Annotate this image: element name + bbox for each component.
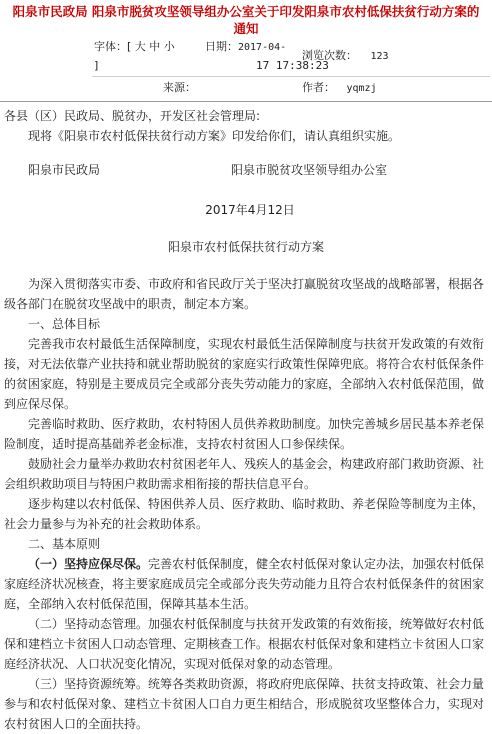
notice-date: 2017年4月12日 [205, 203, 295, 217]
font-medium-link[interactable]: 中 [149, 40, 161, 53]
article-title-line-1: 阳泉市民政局 阳泉市脱贫攻坚领导组办公室关于印发阳泉市农村低保扶贫行动方案的 [12, 4, 480, 19]
font-bracket-open: [ [127, 40, 132, 53]
view-count [302, 48, 389, 65]
signature-poverty-office: 阳泉市脱贫攻坚领导组办公室 [231, 163, 388, 177]
article-body [4, 104, 488, 734]
section-1-paragraph-2: 完善临时救助、医疗救助，农村特困人员供养救助制度。加快完善城乡居民基本养老保险制度，适时提高基础养老金标准，支持农村贫困人口参保续保。 [4, 417, 485, 451]
views-label: 浏览次数： [302, 49, 357, 62]
article-source [163, 80, 196, 96]
plan-intro: 为深入贯彻落实市委、市政府和省民政厅关于坚决打赢脱贫攻坚战的战略部署，根据各级各部门在脱贫攻坚战中的职责，制定本方案。 [4, 277, 485, 311]
article-meta-bar [0, 37, 492, 102]
date-value-part-1: 2017-04- [238, 42, 287, 53]
plan-title: 阳泉市农村低保扶贫行动方案 [167, 240, 324, 254]
principle-1-body: 完善农村低保制度，健全农村低保对象认定办法，加强农村低保家庭经济状况核查，将主要家庭成员完全或部分丧失劳动能力且符合农村低保条件的贫困家庭，全部纳入农村低保范围，保障其基本生活。 [4, 557, 485, 611]
article-author [302, 80, 377, 97]
section-2-title: 二、基本原则 [28, 537, 101, 551]
publish-date [205, 39, 286, 56]
font-bracket-close: ] [94, 59, 99, 72]
article-title [2, 3, 490, 37]
article-title-line-2: 通知 [233, 21, 259, 36]
views-value: 123 [370, 51, 389, 62]
signature-civil-affairs: 阳泉市民政局 [28, 163, 101, 177]
author-value: yqmzj [346, 83, 377, 94]
section-1-title: 一、总体目标 [28, 317, 101, 331]
source-label: 来源： [163, 81, 196, 94]
notice-signatures [4, 160, 488, 180]
principle-3: （三）坚持资源统筹。统筹各类救助资源，将政府兜底保障、扶贫支持政策、社会力量参与和农村低保对象、建档立卡贫困人口自力更生相结合，形成脱贫攻坚整体合力，实现对农村贫困人口的全面扶持。 [4, 677, 485, 731]
font-size-controls [94, 39, 175, 55]
section-1-paragraph-4: 逐步构建以农村低保、特困供养人员、医疗救助、临时救助、养老保险等制度为主体，社会力量参与为补充的社会救助体系。 [4, 497, 485, 531]
font-small-link[interactable]: 小 [163, 40, 175, 53]
principle-1 [4, 554, 488, 614]
meta-row-divider [92, 76, 490, 77]
notice-salutation: 各县（区）民政局、脱贫办，开发区社会管理局: [4, 109, 261, 123]
section-1-paragraph-1: 完善我市农村最低生活保障制度，实现农村最低生活保障制度与扶贫开发政策的有效衔接，对无法依靠产业扶持和就业帮助脱贫的家庭实行政策性保障兜底。将符合农村低保条件的贫困家庭，特别是主要成员完全或部分丧失劳动能力的家庭，全部纳入农村低保范围，做到应保尽保。 [4, 337, 485, 411]
date-label: 日期： [205, 40, 238, 53]
date-value-part-2: 17 17:38:23 [256, 59, 329, 72]
font-large-link[interactable]: 大 [134, 40, 146, 53]
font-size-label: 字体： [94, 40, 127, 53]
section-1-paragraph-3: 鼓励社会力量举办救助农村贫困老年人、残疾人的基金会，构建政府部门救助资源、社会组织救助项目与特困户救助需求相衔接的帮扶信息平台。 [4, 457, 485, 491]
principle-2: （二）坚持动态管理。加强农村低保制度与扶贫开发政策的有效衔接，统筹做好农村低保和建档立卡贫困人口动态管理、定期核查工作。根据农村低保对象和建档立卡贫困人口家庭经济状况、人口状况变化情况，实现对低保对象的动态管理。 [4, 617, 485, 671]
notice-body: 现将《阳泉市农村低保扶贫行动方案》印发给你们，请认真组织实施。 [28, 129, 401, 143]
principle-1-lead: （一）坚持应保尽保。 [28, 557, 149, 571]
author-label: 作者： [302, 81, 335, 94]
